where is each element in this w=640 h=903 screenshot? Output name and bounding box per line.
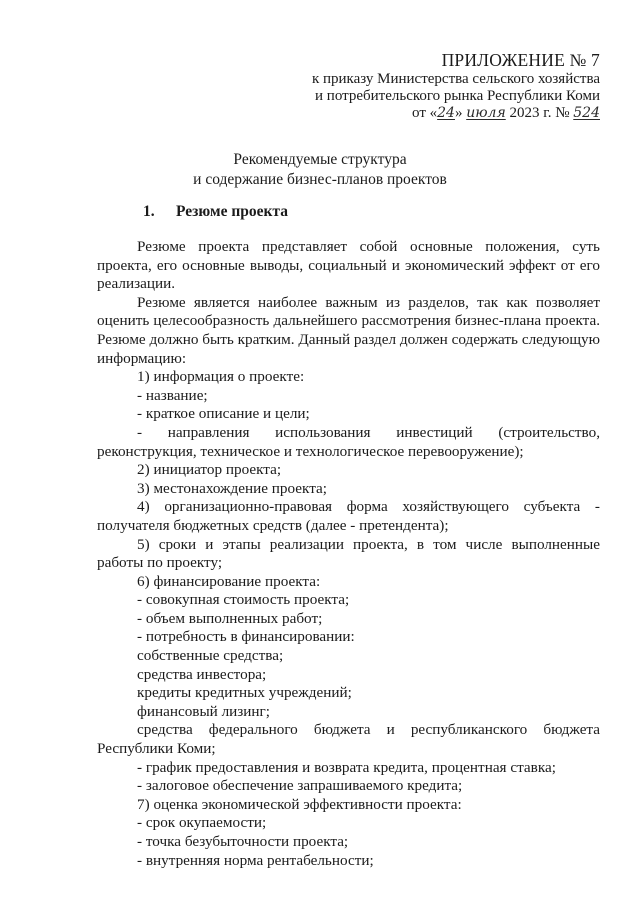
paragraph: Резюме является наиболее важным из разделов, так как позволяет оценить целесообразность дальнейшего рассмотрения бизнес-плана проекта. Резюме должно быть кратким. Данный раздел должен содержать следующую информацию: — [97, 293, 600, 367]
list-item: 7) оценка экономической эффективности проекта: — [137, 795, 462, 813]
section-title: Резюме проекта — [176, 203, 288, 220]
document-title — [0, 150, 640, 190]
list-item: средства федерального бюджета и республиканского бюджета Республики Коми; — [97, 721, 600, 758]
order-reference-line-2: и потребительского рынка Республики Коми — [315, 88, 600, 104]
date-mid: » — [454, 105, 463, 121]
list-item: - совокупная стоимость проекта; — [137, 591, 350, 609]
list-item: 3) местонахождение проекта; — [137, 479, 328, 497]
date-prefix: от « — [412, 105, 438, 121]
list-item: - точка безубыточности проекта; — [137, 833, 349, 850]
list-item: 1) информация о проекте: — [137, 368, 305, 386]
list-item: - срок окупаемости; — [137, 814, 267, 832]
list-item: - объем выполненных работ; — [137, 609, 323, 627]
section-heading — [143, 203, 288, 221]
list-item: - залоговое обеспечение запрашиваемого кредита; — [137, 777, 463, 795]
list-item: кредиты кредитных учреждений; — [137, 684, 352, 702]
list-item: - направления использования инвестиций (строительство, реконструкция, техническое и технологическое перевооружение); — [97, 423, 600, 460]
list-item: - название; — [137, 386, 208, 404]
title-line-2: и содержание бизнес-планов проектов — [193, 171, 447, 188]
order-date-line — [312, 105, 600, 122]
document-body — [97, 238, 600, 870]
date-year: 2023 г. № — [509, 105, 570, 121]
list-item: 6) финансирование проекта: — [137, 572, 321, 590]
appendix-header — [312, 49, 600, 122]
list-item: 2) инициатор проекта; — [137, 461, 282, 479]
list-item: - внутренняя норма рентабельности; — [137, 851, 374, 869]
date-day-handwritten: 24 — [437, 105, 455, 121]
list-item: - график предоставления и возврата кредита, процентная ставка; — [137, 758, 556, 776]
section-number: 1. — [143, 203, 155, 220]
list-item: финансовый лизинг; — [137, 702, 271, 720]
date-month-handwritten: июля — [466, 105, 506, 121]
title-line-1: Рекомендуемые структура — [233, 151, 407, 168]
order-reference-line-1: к приказу Министерства сельского хозяйства — [311, 71, 600, 87]
order-number-handwritten: 524 — [573, 105, 600, 121]
paragraph: Резюме проекта представляет собой основные положения, суть проекта, его основные выводы, социальный и экономический эффект от его реализации. — [97, 238, 600, 293]
list-item: 4) организационно-правовая форма хозяйствующего субъекта - получателя бюджетных средств (далее - претендента); — [97, 498, 600, 534]
list-item: - потребность в финансировании: — [137, 628, 355, 646]
list-item: - краткое описание и цели; — [137, 405, 310, 423]
list-item: собственные средства; — [137, 647, 284, 665]
list-item: средства инвестора; — [137, 665, 267, 683]
appendix-number: ПРИЛОЖЕНИЕ № 7 — [441, 50, 600, 70]
list-item: 5) сроки и этапы реализации проекта, в том числе выполненные работы по проекту; — [97, 535, 600, 572]
